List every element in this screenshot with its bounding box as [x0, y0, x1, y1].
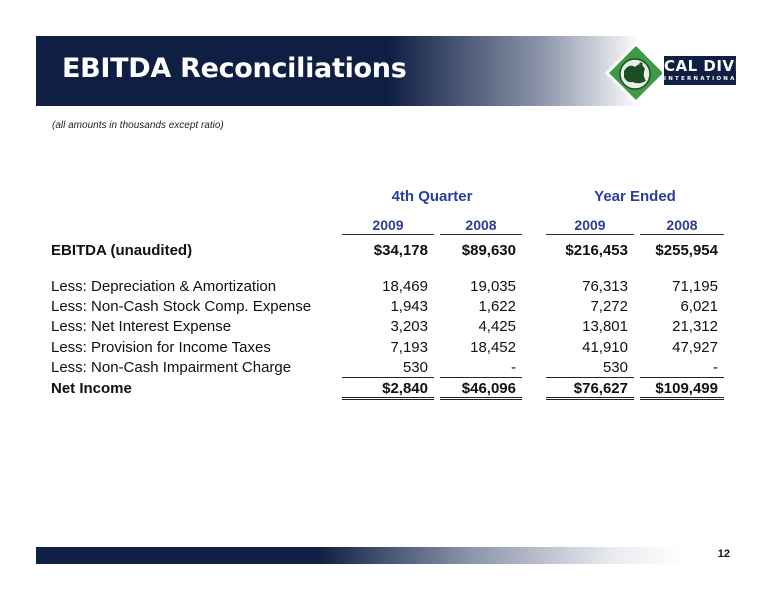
row-value: 7,272 [590, 298, 628, 315]
row-label: Net Income [51, 380, 132, 397]
row-value: 4,425 [478, 318, 516, 335]
total-double-rule [546, 397, 634, 400]
row-value: 71,195 [672, 278, 718, 295]
row-value: 18,469 [382, 278, 428, 295]
subtotal-rule [640, 377, 724, 378]
row-value: $2,840 [382, 380, 428, 397]
row-value: 76,313 [582, 278, 628, 295]
row-value: 1,943 [390, 298, 428, 315]
group-header-year: Year Ended [594, 188, 676, 205]
row-value: $109,499 [655, 380, 718, 397]
amounts-note: (all amounts in thousands except ratio) [52, 120, 224, 131]
column-header-year: 2009 [342, 218, 434, 235]
row-label: Less: Non-Cash Stock Comp. Expense [51, 298, 312, 315]
slide-title: EBITDA Reconciliations [62, 53, 407, 84]
row-value: - [511, 359, 516, 376]
group-header-quarter: 4th Quarter [391, 188, 473, 205]
table-row [0, 278, 776, 298]
row-value: $76,627 [573, 380, 628, 397]
total-double-rule [640, 397, 724, 400]
logo-wordmark [662, 54, 746, 87]
column-header-year: 2009 [546, 218, 634, 235]
row-value: $34,178 [373, 242, 428, 259]
table-row [0, 318, 776, 338]
row-value: 3,203 [390, 318, 428, 335]
row-value: 19,035 [470, 278, 516, 295]
page-number: 12 [717, 548, 730, 560]
row-value: 13,801 [582, 318, 628, 335]
table-row [0, 298, 776, 318]
row-value: 6,021 [680, 298, 718, 315]
row-value: $255,954 [655, 242, 718, 259]
row-value: 21,312 [672, 318, 718, 335]
table-row [0, 339, 776, 359]
table-row-ebitda [0, 242, 776, 262]
row-value: 530 [602, 359, 628, 376]
row-label: Less: Net Interest Expense [51, 318, 232, 335]
row-value: - [713, 359, 718, 376]
row-label: Less: Depreciation & Amortization [51, 278, 277, 295]
subtotal-rule [440, 377, 522, 378]
table-row [0, 359, 776, 379]
row-value: $46,096 [461, 380, 516, 397]
row-value: 18,452 [470, 339, 516, 356]
total-double-rule [440, 397, 522, 400]
diver-globe-diamond-icon [604, 41, 668, 105]
row-value: $89,630 [461, 242, 516, 259]
row-value: 47,927 [672, 339, 718, 356]
row-label: EBITDA (unaudited) [51, 242, 193, 259]
row-label: Less: Provision for Income Taxes [51, 339, 271, 356]
row-value: 41,910 [582, 339, 628, 356]
company-logo [604, 41, 746, 105]
column-header-year: 2008 [440, 218, 522, 235]
logo-subtitle: INTERNATIONAL [664, 76, 743, 82]
row-label: Less: Non-Cash Impairment Charge [51, 359, 292, 376]
row-value: 7,193 [390, 339, 428, 356]
column-header-year: 2008 [640, 218, 724, 235]
subtotal-rule [342, 377, 434, 378]
row-value: $216,453 [565, 242, 628, 259]
row-value: 1,622 [478, 298, 516, 315]
subtotal-rule [546, 377, 634, 378]
row-value: 530 [402, 359, 428, 376]
total-double-rule [342, 397, 434, 400]
footer-bar [36, 547, 740, 564]
logo-name: CAL DIVE [664, 57, 746, 75]
